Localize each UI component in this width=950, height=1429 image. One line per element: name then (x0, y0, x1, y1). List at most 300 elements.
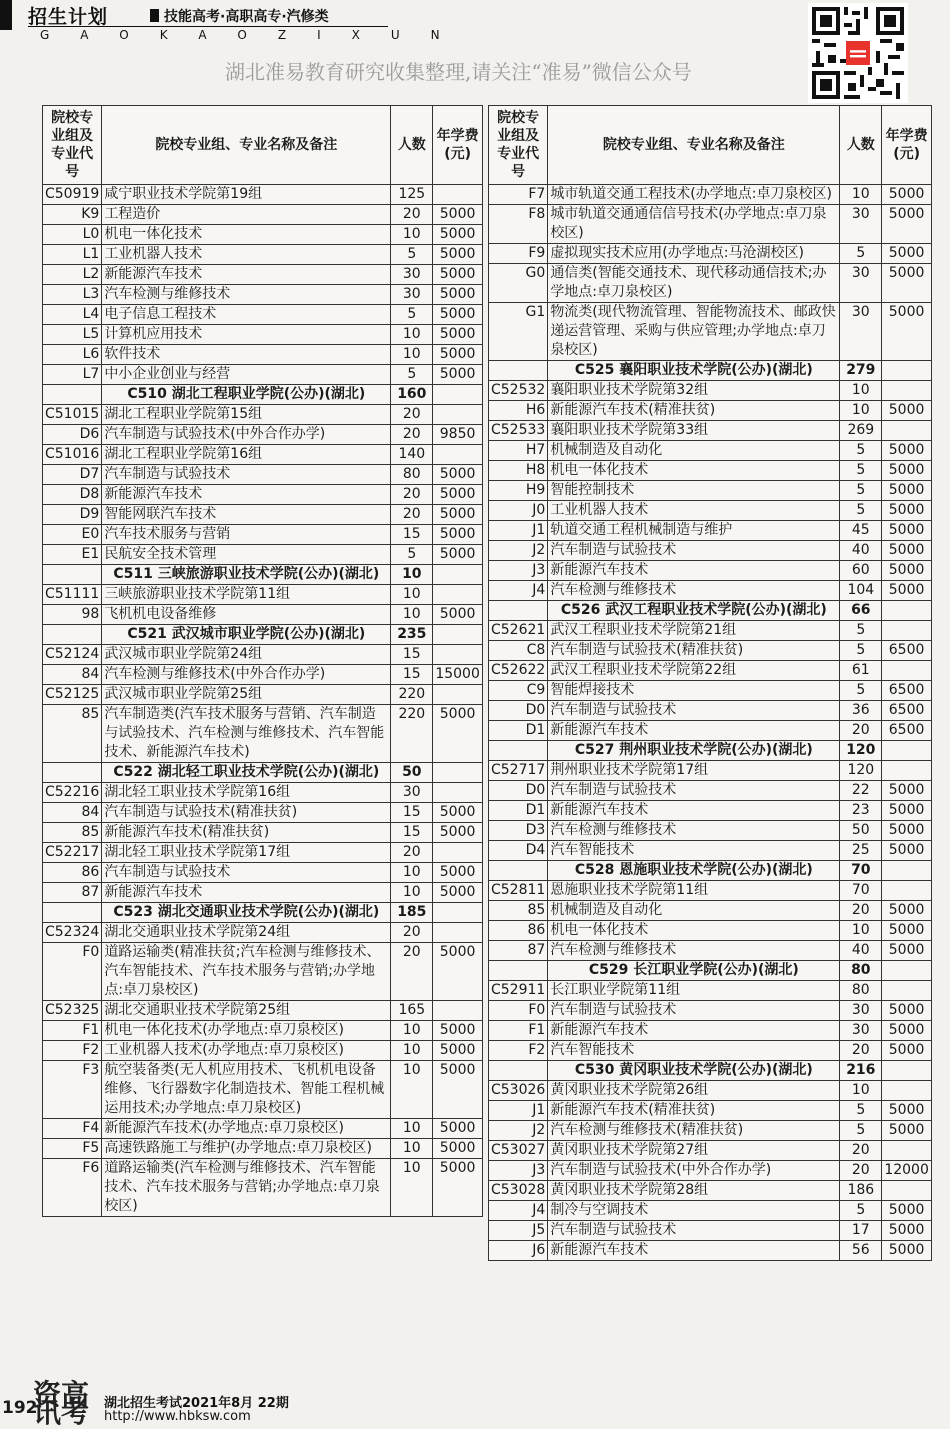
cell-count: 20 (391, 505, 433, 525)
cell-count: 30 (840, 303, 882, 361)
cell-name: 新能源汽车技术 (102, 265, 391, 285)
cell-name: 汽车制造与试验技术 (548, 781, 840, 801)
cell-count: 10 (391, 1139, 433, 1159)
cell-count: 10 (391, 565, 433, 585)
cell-name: 三峡旅游职业技术学院第11组 (102, 585, 391, 605)
cell-code: G1 (489, 303, 548, 361)
cell-code: 85 (43, 705, 102, 763)
cell-fee: 5000 (433, 803, 483, 823)
cell-fee: 5000 (433, 285, 483, 305)
cell-count: 125 (391, 185, 433, 205)
cell-code: L1 (43, 245, 102, 265)
major-row (43, 245, 483, 265)
cell-count: 165 (391, 1001, 433, 1021)
cell-count: 56 (840, 1241, 882, 1261)
cell-code: F6 (43, 1159, 102, 1217)
cell-name: 汽车制造与试验技术(中外合作办学) (548, 1161, 840, 1181)
cell-count: 10 (840, 1081, 882, 1101)
cell-count: 10 (840, 921, 882, 941)
cell-fee (433, 385, 483, 405)
cell-count: 10 (391, 585, 433, 605)
cell-fee (882, 961, 932, 981)
cell-code: L7 (43, 365, 102, 385)
cell-name: 湖北轻工职业技术学院第17组 (102, 843, 391, 863)
cell-fee: 5000 (433, 883, 483, 903)
cell-fee: 5000 (882, 1241, 932, 1261)
cell-name: 汽车检测与维修技术 (548, 821, 840, 841)
cell-fee: 5000 (882, 1001, 932, 1021)
school-row (489, 741, 932, 761)
cell-fee (882, 421, 932, 441)
cell-code: L3 (43, 285, 102, 305)
cell-fee: 5000 (882, 1201, 932, 1221)
cell-fee (433, 685, 483, 705)
cell-name: 武汉城市职业学院第24组 (102, 645, 391, 665)
table-body-left (43, 185, 483, 1217)
cell-count: 5 (840, 501, 882, 521)
major-row (489, 1161, 932, 1181)
cell-fee: 5000 (433, 225, 483, 245)
major-row (43, 1041, 483, 1061)
major-row (489, 921, 932, 941)
cell-name: 汽车制造与试验技术 (548, 1001, 840, 1021)
cell-code: D3 (489, 821, 548, 841)
cell-code: D8 (43, 485, 102, 505)
cell-code: C52532 (489, 381, 548, 401)
cell-code: C53027 (489, 1141, 548, 1161)
cell-name: 汽车智能技术 (548, 1041, 840, 1061)
cell-name: 武汉工程职业技术学院第22组 (548, 661, 840, 681)
cell-count: 10 (391, 883, 433, 903)
school-row (489, 861, 932, 881)
cell-code: H6 (489, 401, 548, 421)
cell-name: C525 襄阳职业技术学院(公办)(湖北) (548, 361, 840, 381)
cell-count: 10 (391, 225, 433, 245)
cell-code: C52622 (489, 661, 548, 681)
cell-name: 新能源汽车技术 (548, 721, 840, 741)
cell-name: C529 长江职业学院(公办)(湖北) (548, 961, 840, 981)
cell-name: 汽车检测与维修技术(中外合作办学) (102, 665, 391, 685)
cell-count: 15 (391, 803, 433, 823)
major-row (489, 901, 932, 921)
cell-count: 80 (391, 465, 433, 485)
cell-name: 轨道交通工程机械制造与维护 (548, 521, 840, 541)
major-row (489, 521, 932, 541)
cell-name: 新能源汽车技术 (548, 801, 840, 821)
cell-code: C52533 (489, 421, 548, 441)
cell-fee (433, 445, 483, 465)
cell-code: J2 (489, 541, 548, 561)
major-row (489, 721, 932, 741)
cell-fee (433, 645, 483, 665)
cell-count: 120 (840, 741, 882, 761)
cell-count: 5 (840, 1201, 882, 1221)
cell-code: F2 (43, 1041, 102, 1061)
major-row (489, 701, 932, 721)
major-row (43, 425, 483, 445)
cell-count: 45 (840, 521, 882, 541)
cell-count: 66 (840, 601, 882, 621)
cell-fee: 5000 (882, 185, 932, 205)
cell-code: E0 (43, 525, 102, 545)
cell-count: 23 (840, 801, 882, 821)
major-row (489, 681, 932, 701)
cell-name: C530 黄冈职业技术学院(公办)(湖北) (548, 1061, 840, 1081)
admission-table-right (488, 105, 932, 1261)
cell-count: 30 (840, 205, 882, 244)
cell-count: 5 (391, 245, 433, 265)
cell-fee (433, 923, 483, 943)
major-row (489, 244, 932, 264)
group-row (43, 685, 483, 705)
cell-fee: 5000 (882, 781, 932, 801)
cell-code: F9 (489, 244, 548, 264)
cell-name: 机电一体化技术 (548, 461, 840, 481)
cell-name: 新能源汽车技术 (102, 883, 391, 903)
cell-name: 新能源汽车技术(精准扶贫) (548, 1101, 840, 1121)
cell-fee (433, 1001, 483, 1021)
cell-fee: 5000 (433, 1139, 483, 1159)
major-row (489, 1001, 932, 1021)
cell-name: 汽车制造类(汽车技术服务与营销、汽车制造与试验技术、汽车检测与维修技术、汽车智能技术、新能源汽车技术) (102, 705, 391, 763)
cell-count: 50 (840, 821, 882, 841)
cell-code: H7 (489, 441, 548, 461)
cell-code: D7 (43, 465, 102, 485)
cell-code: E1 (43, 545, 102, 565)
cell-fee: 5000 (433, 245, 483, 265)
cell-count: 5 (840, 441, 882, 461)
major-row (489, 1041, 932, 1061)
cell-count: 10 (840, 381, 882, 401)
col-header-name: 院校专业组、专业名称及备注 (548, 106, 840, 185)
cell-name: 汽车制造与试验技术 (102, 465, 391, 485)
cell-code: L4 (43, 305, 102, 325)
cell-fee: 6500 (882, 641, 932, 661)
cell-name: 汽车制造与试验技术(精准扶贫) (102, 803, 391, 823)
cell-fee (882, 1061, 932, 1081)
cell-fee: 5000 (433, 1021, 483, 1041)
cell-name: 恩施职业技术学院第11组 (548, 881, 840, 901)
cell-count: 5 (391, 305, 433, 325)
cell-code: C52621 (489, 621, 548, 641)
cell-fee (433, 903, 483, 923)
major-row (43, 1139, 483, 1159)
cell-code: C51111 (43, 585, 102, 605)
cell-code: F2 (489, 1041, 548, 1061)
cell-code: C53026 (489, 1081, 548, 1101)
cell-fee: 5000 (882, 521, 932, 541)
cell-fee: 5000 (882, 303, 932, 361)
cell-count: 20 (391, 485, 433, 505)
header-black-bar (0, 0, 12, 30)
cell-count: 5 (840, 681, 882, 701)
cell-count: 30 (391, 285, 433, 305)
cell-fee (882, 381, 932, 401)
cell-code: 84 (43, 665, 102, 685)
section-subtitle (150, 6, 329, 26)
major-row (43, 823, 483, 843)
cell-code: 85 (489, 901, 548, 921)
major-row (489, 941, 932, 961)
cell-count: 10 (391, 1061, 433, 1119)
cell-name: 电子信息工程技术 (102, 305, 391, 325)
cell-code (489, 741, 548, 761)
cell-fee: 5000 (882, 841, 932, 861)
cell-fee: 5000 (433, 305, 483, 325)
major-row (489, 481, 932, 501)
major-row (43, 205, 483, 225)
major-row (489, 441, 932, 461)
cell-count: 279 (840, 361, 882, 381)
school-row (489, 1061, 932, 1081)
cell-name: 城市轨道交通通信信号技术(办学地点:卓刀泉校区) (548, 205, 840, 244)
cell-count: 30 (391, 265, 433, 285)
cell-fee (882, 1081, 932, 1101)
cell-name: 汽车制造与试验技术(精准扶贫) (548, 641, 840, 661)
cell-count: 120 (840, 761, 882, 781)
cell-code: 87 (489, 941, 548, 961)
cell-code: F5 (43, 1139, 102, 1159)
cell-code (43, 565, 102, 585)
cell-name: 新能源汽车技术 (102, 485, 391, 505)
cell-count: 22 (840, 781, 882, 801)
group-row (43, 783, 483, 803)
major-row (489, 581, 932, 601)
cell-code: J2 (489, 1121, 548, 1141)
cell-name: 飞机机电设备维修 (102, 605, 391, 625)
cell-code: F0 (43, 943, 102, 1001)
cell-name: 虚拟现实技术应用(办学地点:马沧湖校区) (548, 244, 840, 264)
school-row (43, 903, 483, 923)
major-row (489, 264, 932, 303)
cell-code: C8 (489, 641, 548, 661)
cell-code (43, 763, 102, 783)
major-row (43, 305, 483, 325)
cell-count: 10 (391, 605, 433, 625)
cell-count: 5 (840, 1101, 882, 1121)
school-row (43, 763, 483, 783)
major-row (489, 561, 932, 581)
major-row (489, 541, 932, 561)
major-row (43, 365, 483, 385)
cell-fee (882, 1181, 932, 1201)
cell-fee: 5000 (882, 441, 932, 461)
group-row (43, 445, 483, 465)
cell-count: 5 (391, 365, 433, 385)
cell-fee: 5000 (882, 921, 932, 941)
cell-fee: 5000 (433, 863, 483, 883)
cell-fee: 5000 (882, 941, 932, 961)
cell-code: D1 (489, 801, 548, 821)
section-subtitle-text: 技能高考·高职高专·汽修类 (164, 9, 329, 25)
cell-name: 高速铁路施工与维护(办学地点:卓刀泉校区) (102, 1139, 391, 1159)
cell-count: 185 (391, 903, 433, 923)
cell-name: 黄冈职业技术学院第28组 (548, 1181, 840, 1201)
cell-count: 40 (840, 941, 882, 961)
col-header-fee: 年学费(元) (882, 106, 932, 185)
major-row (43, 665, 483, 685)
cell-name: 机械制造及自动化 (548, 901, 840, 921)
cell-count: 10 (391, 345, 433, 365)
cell-name: 汽车智能技术 (548, 841, 840, 861)
cell-count: 10 (840, 401, 882, 421)
cell-count: 160 (391, 385, 433, 405)
cell-code: C52911 (489, 981, 548, 1001)
table-header-row (43, 106, 483, 185)
cell-count: 20 (391, 843, 433, 863)
cell-name: 智能网联汽车技术 (102, 505, 391, 525)
cell-count: 10 (391, 863, 433, 883)
cell-code: 86 (43, 863, 102, 883)
cell-count: 186 (840, 1181, 882, 1201)
cell-code: F1 (43, 1021, 102, 1041)
cell-count: 10 (391, 1159, 433, 1217)
major-row (43, 345, 483, 365)
cell-code: D0 (489, 701, 548, 721)
cell-fee: 5000 (882, 244, 932, 264)
major-row (489, 641, 932, 661)
cell-count: 15 (391, 823, 433, 843)
major-row (489, 461, 932, 481)
magazine-logo: 资高讯考 (33, 1378, 90, 1429)
cell-fee (882, 881, 932, 901)
cell-code: D4 (489, 841, 548, 861)
major-row (489, 303, 932, 361)
cell-count: 20 (840, 721, 882, 741)
major-row (43, 285, 483, 305)
cell-fee: 5000 (433, 265, 483, 285)
cell-code: D9 (43, 505, 102, 525)
cell-code: F7 (489, 185, 548, 205)
cell-count: 5 (840, 481, 882, 501)
cell-code (43, 385, 102, 405)
cell-count: 220 (391, 705, 433, 763)
major-row (43, 485, 483, 505)
cell-count: 20 (391, 425, 433, 445)
cell-code: J0 (489, 501, 548, 521)
cell-code: 87 (43, 883, 102, 903)
cell-code: L5 (43, 325, 102, 345)
cell-name: 黄冈职业技术学院第27组 (548, 1141, 840, 1161)
cell-fee (882, 661, 932, 681)
cell-code: L2 (43, 265, 102, 285)
major-row (43, 525, 483, 545)
cell-code (489, 601, 548, 621)
cell-name: 软件技术 (102, 345, 391, 365)
cell-code: F0 (489, 1001, 548, 1021)
cell-count: 15 (391, 645, 433, 665)
cell-fee: 5000 (433, 823, 483, 843)
cell-fee (433, 625, 483, 645)
cell-name: 工业机器人技术 (102, 245, 391, 265)
group-row (489, 981, 932, 1001)
major-row (489, 1201, 932, 1221)
school-row (43, 625, 483, 645)
cell-count: 216 (840, 1061, 882, 1081)
cell-name: 汽车检测与维修技术 (102, 285, 391, 305)
cell-name: 工业机器人技术(办学地点:卓刀泉校区) (102, 1041, 391, 1061)
major-row (43, 1119, 483, 1139)
cell-count: 10 (840, 185, 882, 205)
cell-name: 汽车制造与试验技术(中外合作办学) (102, 425, 391, 445)
cell-fee: 5000 (882, 821, 932, 841)
cell-name: 新能源汽车技术(精准扶贫) (548, 401, 840, 421)
group-row (43, 645, 483, 665)
cell-code (43, 625, 102, 645)
group-row (43, 843, 483, 863)
cell-count: 50 (391, 763, 433, 783)
cell-name: 机电一体化技术 (102, 225, 391, 245)
cell-code: 86 (489, 921, 548, 941)
cell-code: J4 (489, 1201, 548, 1221)
cell-code: C52124 (43, 645, 102, 665)
cell-fee: 5000 (882, 541, 932, 561)
cell-count: 36 (840, 701, 882, 721)
cell-fee: 5000 (882, 1021, 932, 1041)
cell-name: 黄冈职业技术学院第26组 (548, 1081, 840, 1101)
cell-name: 湖北工程职业学院第16组 (102, 445, 391, 465)
group-row (43, 1001, 483, 1021)
cell-fee (433, 585, 483, 605)
magazine-issue: 湖北招生考试2021年8月 22期 (104, 1396, 289, 1411)
cell-fee (882, 601, 932, 621)
cell-name: 荆州职业技术学院第17组 (548, 761, 840, 781)
cell-count: 5 (840, 621, 882, 641)
cell-code: C51016 (43, 445, 102, 465)
cell-fee (882, 761, 932, 781)
cell-code (489, 361, 548, 381)
cell-name: 物流类(现代物流管理、智能物流技术、邮政快递运营管理、采购与供应管理;办学地点:卓刀泉校区) (548, 303, 840, 361)
cell-fee: 5000 (882, 1101, 932, 1121)
col-header-name: 院校专业组、专业名称及备注 (102, 106, 391, 185)
cell-count: 10 (391, 325, 433, 345)
cell-name: 武汉城市职业学院第25组 (102, 685, 391, 705)
cell-name: 汽车检测与维修技术 (548, 941, 840, 961)
group-row (43, 185, 483, 205)
major-row (489, 501, 932, 521)
cell-name: C527 荆州职业技术学院(公办)(湖北) (548, 741, 840, 761)
cell-code: K9 (43, 205, 102, 225)
cell-name: 道路运输类(汽车检测与维修技术、汽车智能技术、汽车技术服务与营销;办学地点:卓刀泉校区) (102, 1159, 391, 1217)
major-row (43, 883, 483, 903)
major-row (43, 863, 483, 883)
cell-code: C52324 (43, 923, 102, 943)
col-header-count: 人数 (840, 106, 882, 185)
cell-name: 汽车检测与维修技术 (548, 581, 840, 601)
group-row (489, 621, 932, 641)
col-header-count: 人数 (391, 106, 433, 185)
square-bullet-icon (150, 9, 159, 22)
group-row (489, 381, 932, 401)
cell-name: 汽车技术服务与营销 (102, 525, 391, 545)
cell-code: D6 (43, 425, 102, 445)
cell-code: C9 (489, 681, 548, 701)
cell-code: C50919 (43, 185, 102, 205)
major-row (489, 781, 932, 801)
school-row (489, 361, 932, 381)
cell-code: C52216 (43, 783, 102, 803)
cell-count: 70 (840, 881, 882, 901)
magazine-url: http://www.hbksw.com (104, 1409, 251, 1424)
cell-name: 汽车检测与维修技术(精准扶贫) (548, 1121, 840, 1141)
cell-fee: 5000 (882, 561, 932, 581)
group-row (489, 761, 932, 781)
cell-name: 航空装备类(无人机应用技术、飞机机电设备维修、飞行器数字化制造技术、智能工程机械运用技术;办学地点:卓刀泉校区) (102, 1061, 391, 1119)
cell-name: C522 湖北轻工职业技术学院(公办)(湖北) (102, 763, 391, 783)
cell-fee: 6500 (882, 721, 932, 741)
cell-count: 30 (840, 1021, 882, 1041)
cell-count: 61 (840, 661, 882, 681)
